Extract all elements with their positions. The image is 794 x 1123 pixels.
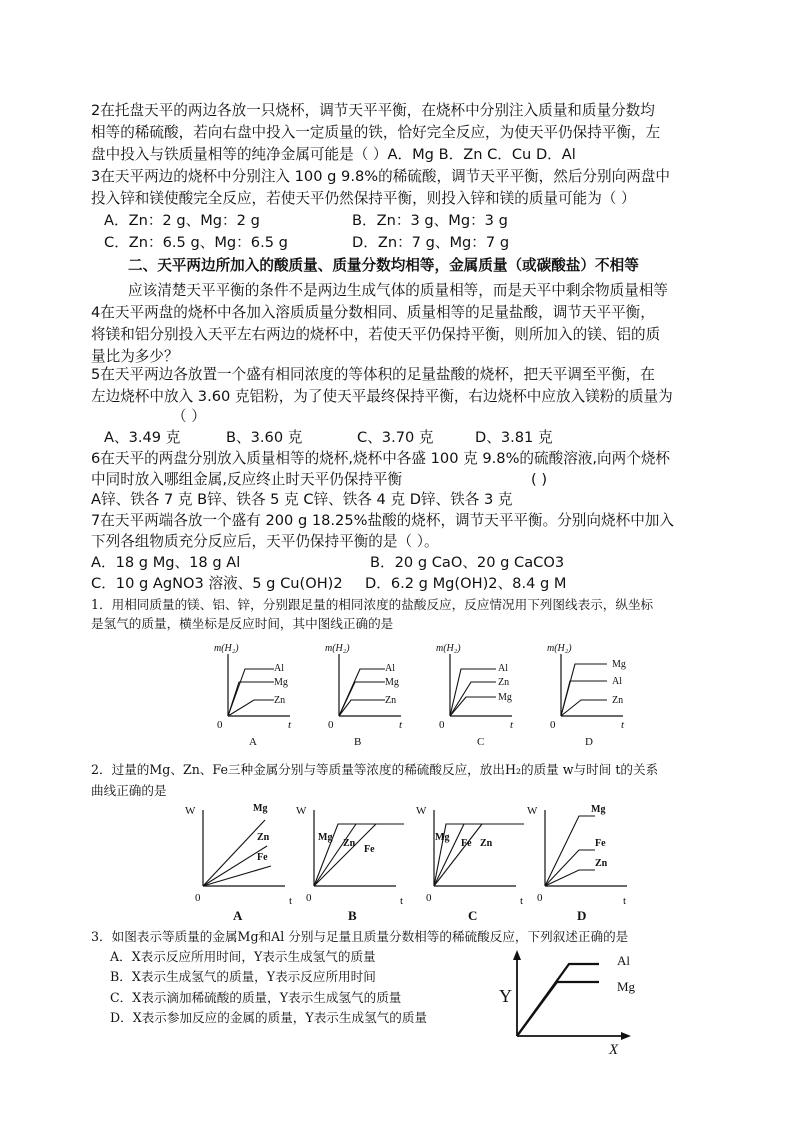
g1-b-xlabel: t bbox=[399, 719, 403, 731]
q2-line-2: 相等的稀硫酸，若向右盘中投入一定质量的铁，恰好完全反应，为使天平仍保持平衡，左 bbox=[91, 124, 661, 141]
g3-option-a: A．X表示反应所用时间，Y表示生成氢气的质量 bbox=[110, 949, 376, 964]
g1-c-ylabel: m(H₂) bbox=[436, 643, 461, 654]
g1-b-label-1: Al bbox=[385, 663, 395, 674]
g1-a-xlabel: t bbox=[288, 719, 292, 731]
g1-panel-a bbox=[214, 643, 292, 748]
g2-c-label-3: Zn bbox=[480, 838, 493, 849]
g2-a-letter: A bbox=[233, 908, 243, 923]
q7-line-2: 下列各组物质充分反应后，天平仍保持平衡的是（ ）。 bbox=[91, 533, 439, 550]
g2-d-label-3: Zn bbox=[595, 858, 608, 869]
g1-a-label-1: Al bbox=[274, 663, 284, 674]
g2-c-letter: C bbox=[468, 908, 478, 923]
g3-graph bbox=[497, 948, 657, 1058]
g1-c-label-1: Al bbox=[498, 663, 508, 674]
q5-line-1: 5在天平两边各放置一个盛有相同浓度的等体积的足量盐酸的烧杯，把天平调至平衡，在 bbox=[91, 366, 655, 383]
g1-b-ylabel: m(H₂) bbox=[325, 643, 350, 654]
g3-line-label-mg: Mg bbox=[617, 979, 636, 994]
g2-b-label-1: Mg bbox=[318, 832, 333, 843]
g1-c-letter: C bbox=[477, 736, 485, 748]
g2-b-xlabel: t bbox=[400, 895, 404, 907]
g1-graph-row bbox=[0, 640, 794, 760]
q5-option-c: C、3.70 克 bbox=[357, 429, 434, 446]
g2-panel-c bbox=[416, 805, 524, 923]
g2-b-ylabel: W bbox=[296, 805, 307, 817]
q2-line-3: 盘中投入与铁质量相等的纯净金属可能是（ ）A．Mg B．Zn C．Cu D．Al bbox=[91, 146, 576, 163]
g2-d-label-2: Fe bbox=[595, 838, 606, 849]
g1-d-label-3: Zn bbox=[612, 695, 624, 706]
g2-a-origin: 0 bbox=[195, 892, 201, 904]
g1-d-xlabel: t bbox=[621, 719, 625, 731]
g3-option-c: C．X表示滴加稀硫酸的质量，Y表示生成氢气的质量 bbox=[110, 990, 402, 1005]
g2-panel-b bbox=[296, 805, 404, 923]
g1-a-label-3: Zn bbox=[274, 695, 286, 706]
q5-option-b: B、3.60 克 bbox=[226, 429, 303, 446]
q3-option-a: A．Zn：2 g、Mg：2 g bbox=[104, 212, 260, 229]
g2-a-label-1: Mg bbox=[253, 803, 268, 814]
g1-c-origin: 0 bbox=[439, 719, 445, 731]
q6-line-2-blank: ( ) bbox=[531, 471, 548, 488]
g2-c-origin: 0 bbox=[426, 892, 432, 904]
g1-c-label-3: Mg bbox=[498, 692, 512, 703]
q5-option-a: A、3.49 克 bbox=[104, 429, 181, 446]
g1-b-label-3: Zn bbox=[385, 695, 397, 706]
q3-option-c: C．Zn：6.5 g、Mg：6.5 g bbox=[104, 234, 288, 251]
g2-a-label-2: Zn bbox=[257, 832, 270, 843]
q5-line-3: （ ） bbox=[172, 408, 206, 425]
q5-option-d: D、3.81 克 bbox=[475, 429, 553, 446]
g2-c-xlabel: t bbox=[520, 895, 524, 907]
g2-a-label-3: Fe bbox=[257, 852, 268, 863]
q3-option-b: B．Zn：3 g、Mg：3 g bbox=[352, 212, 508, 229]
g2-d-label-1: Mg bbox=[591, 804, 606, 815]
g2-d-origin: 0 bbox=[537, 892, 543, 904]
g1-d-letter: D bbox=[585, 736, 593, 748]
q4-line-2: 将镁和铝分别投入天平左右两边的烧杯中，若使天平仍保持平衡，则所加入的镁、铝的质 bbox=[91, 326, 661, 343]
q3-line-1: 3在天平两边的烧杯中分别注入 100 g 9.8%的稀硫酸，调节天平平衡，然后分别向两盘中 bbox=[91, 168, 670, 185]
section-heading: 二、天平两边所加入的酸质量、质量分数均相等，金属质量（或碳酸盐）不相等 bbox=[128, 257, 639, 274]
g2-a-ylabel: W bbox=[185, 805, 196, 817]
q3-line-2: 投入锌和镁使酸完全反应，若使天平仍然保持平衡，则投入锌和镁的质量可能为（ ） bbox=[91, 190, 636, 207]
g1-panel-b bbox=[325, 643, 403, 748]
q7-option-d: D．6.2 g Mg(OH)2、8.4 g M bbox=[365, 575, 567, 592]
g3-xlabel: X bbox=[609, 1042, 619, 1058]
g2-line-1: 2．过量的Mg、Zn、Fe三种金属分别与等质量等浓度的稀硫酸反应，放出H₂的质量 w与时间 t的关系 bbox=[91, 762, 659, 777]
g2-d-ylabel: W bbox=[527, 805, 538, 817]
q2-line-1: 2在托盘天平的两边各放一只烧杯，调节天平平衡，在烧杯中分别注入质量和质量分数均 bbox=[91, 102, 655, 119]
g2-panel-d bbox=[527, 804, 627, 923]
q7-option-b: B．20 g CaO、20 g CaCO3 bbox=[370, 554, 565, 571]
g2-d-letter: D bbox=[577, 908, 587, 923]
q6-line-1: 6在天平的两盘分别放入质量相等的烧杯,烧杯中各盛 100 克 9.8%的硫酸溶液,向两个烧杯 bbox=[91, 450, 671, 467]
g1-c-xlabel: t bbox=[510, 719, 514, 731]
g2-graph-row bbox=[0, 800, 794, 925]
g1-a-label-2: Mg bbox=[274, 677, 288, 688]
g2-panel-a bbox=[185, 803, 292, 923]
q6-line-2: 中同时放入哪组金属,反应终止时天平仍保持平衡 bbox=[91, 471, 403, 488]
q6-options: A锌、铁各 7 克 B锌、铁各 5 克 C锌、铁各 4 克 D锌、铁各 3 克 bbox=[91, 491, 513, 508]
g2-c-ylabel: W bbox=[416, 805, 427, 817]
g2-d-xlabel: t bbox=[623, 895, 627, 907]
q7-option-a: A．18 g Mg、18 g Al bbox=[91, 554, 241, 571]
g1-d-origin: 0 bbox=[550, 719, 556, 731]
g1-b-letter: B bbox=[354, 736, 362, 748]
g2-line-2: 曲线正确的是 bbox=[91, 783, 167, 798]
g1-line-2: 是氢气的质量，横坐标是反应时间，其中图线正确的是 bbox=[91, 616, 394, 631]
g2-a-xlabel: t bbox=[289, 895, 293, 907]
g1-c-label-2: Zn bbox=[498, 677, 510, 688]
g2-b-label-2: Zn bbox=[343, 838, 356, 849]
q4-line-1: 4在天平两盘的烧杯中各加入溶质质量分数相同、质量相等的足量盐酸，调节天平平衡， bbox=[91, 304, 655, 321]
g1-line-1: 1．用相同质量的镁、铝、锌，分别跟足量的相同浓度的盐酸反应，反应情况用下列图线表示，纵坐标 bbox=[91, 597, 654, 612]
g2-b-origin: 0 bbox=[306, 892, 312, 904]
g2-c-label-1: Mg bbox=[435, 832, 450, 843]
q5-line-2: 左边烧杯中放入 3.60 克铝粉，为了使天平最终保持平衡，右边烧杯中应放入镁粉的质量为 bbox=[91, 388, 673, 405]
q4-line-3: 量比为多少？ bbox=[91, 348, 179, 365]
section-intro: 应该清楚天平平衡的条件不是两边生成气体的质量相等，而是天平中剩余物质量相等 bbox=[128, 282, 668, 299]
g3-option-b: B．X表示生成氢气的质量，Y表示反应所用时间 bbox=[110, 969, 376, 984]
g1-a-ylabel: m(H₂) bbox=[214, 643, 239, 654]
g1-a-letter: A bbox=[249, 736, 257, 748]
g3-ylabel: Y bbox=[499, 986, 512, 1006]
g1-d-label-2: Al bbox=[612, 676, 622, 687]
g1-b-origin: 0 bbox=[328, 719, 334, 731]
g2-b-letter: B bbox=[348, 908, 357, 923]
g2-c-label-2: Fe bbox=[461, 838, 472, 849]
g1-panel-d bbox=[547, 643, 626, 748]
g1-panel-c bbox=[436, 643, 514, 748]
g1-b-label-2: Mg bbox=[385, 677, 399, 688]
q7-line-1: 7在天平两端各放一个盛有 200 g 18.25%盐酸的烧杯，调节天平平衡。分别向烧杯中加入 bbox=[91, 512, 674, 529]
g2-b-label-3: Fe bbox=[364, 844, 375, 855]
g1-a-origin: 0 bbox=[217, 719, 223, 731]
g3-line-1: 3．如图表示等质量的金属Mg和Al 分别与足量且质量分数相等的稀硫酸反应，下列叙述正确的是 bbox=[91, 929, 629, 944]
g3-option-d: D．X表示参加反应的金属的质量，Y表示生成氢气的质量 bbox=[110, 1010, 428, 1025]
g3-line-label-al: Al bbox=[617, 953, 630, 968]
q3-option-d: D．Zn：7 g、Mg：7 g bbox=[352, 234, 510, 251]
g1-d-ylabel: m(H₂) bbox=[547, 643, 572, 654]
q7-option-c: C．10 g AgNO3 溶液、5 g Cu(OH)2 bbox=[91, 575, 343, 592]
g1-d-label-1: Mg bbox=[612, 659, 626, 670]
